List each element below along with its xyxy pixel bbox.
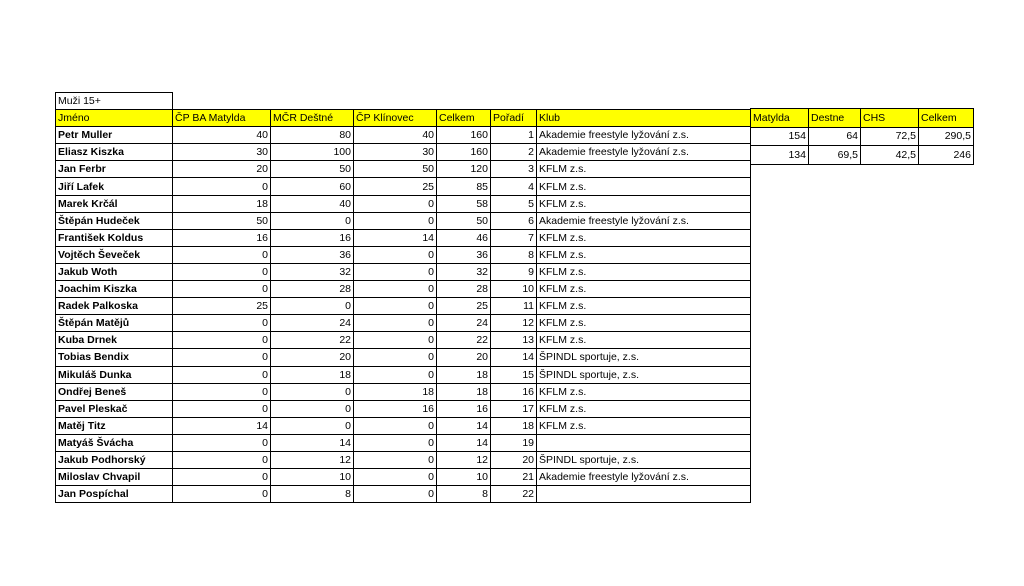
cell-klinovec[interactable]: 0 bbox=[354, 451, 437, 468]
cell-klinovec[interactable]: 0 bbox=[354, 332, 437, 349]
table-row bbox=[56, 246, 751, 263]
cell-klub[interactable]: ŠPINDL sportuje, z.s. bbox=[537, 366, 751, 383]
cell-poradi[interactable]: 9 bbox=[491, 263, 537, 280]
table-row bbox=[56, 127, 751, 144]
cell-matylda[interactable]: 0 bbox=[173, 366, 271, 383]
table-row bbox=[56, 281, 751, 298]
cell-poradi[interactable]: 12 bbox=[491, 315, 537, 332]
cell-celkem[interactable]: 160 bbox=[437, 144, 491, 161]
cell-matylda[interactable]: 0 bbox=[173, 486, 271, 503]
cell-matylda[interactable]: 0 bbox=[173, 469, 271, 486]
cell-klub[interactable]: KFLM z.s. bbox=[537, 161, 751, 178]
results-table bbox=[55, 92, 751, 503]
cell-celkem[interactable]: 22 bbox=[437, 332, 491, 349]
cell-klub[interactable] bbox=[537, 434, 751, 451]
cell-matylda[interactable]: 0 bbox=[173, 451, 271, 468]
summary-header-matylda[interactable]: Matylda bbox=[751, 109, 809, 128]
cell-poradi[interactable]: 13 bbox=[491, 332, 537, 349]
cell-poradi[interactable]: 14 bbox=[491, 349, 537, 366]
cell-matylda[interactable]: 50 bbox=[173, 212, 271, 229]
cell-matylda[interactable]: 25 bbox=[173, 298, 271, 315]
cell-klinovec[interactable]: 25 bbox=[354, 178, 437, 195]
cell-matylda[interactable]: 0 bbox=[173, 178, 271, 195]
summary-header-row bbox=[751, 109, 974, 128]
cell-klub[interactable]: Akademie freestyle lyžování z.s. bbox=[537, 127, 751, 144]
summary-cell[interactable]: 64 bbox=[809, 127, 861, 146]
cell-destne[interactable]: 0 bbox=[271, 417, 354, 434]
cell-klinovec[interactable]: 18 bbox=[354, 383, 437, 400]
table-row bbox=[56, 486, 751, 503]
table-row bbox=[56, 195, 751, 212]
cell-klinovec[interactable]: 0 bbox=[354, 486, 437, 503]
cell-poradi[interactable]: 16 bbox=[491, 383, 537, 400]
header-destne[interactable]: MČR Deštné bbox=[271, 110, 354, 127]
cell-destne[interactable]: 20 bbox=[271, 349, 354, 366]
cell-matylda[interactable]: 30 bbox=[173, 144, 271, 161]
cell-klub[interactable]: KFLM z.s. bbox=[537, 298, 751, 315]
cell-poradi[interactable]: 2 bbox=[491, 144, 537, 161]
cell-klub[interactable]: KFLM z.s. bbox=[537, 400, 751, 417]
cell-destne[interactable]: 0 bbox=[271, 383, 354, 400]
cell-destne[interactable]: 8 bbox=[271, 486, 354, 503]
cell-celkem[interactable]: 20 bbox=[437, 349, 491, 366]
summary-cell[interactable]: 72,5 bbox=[861, 127, 919, 146]
table-row bbox=[56, 315, 751, 332]
cell-matylda[interactable]: 14 bbox=[173, 417, 271, 434]
cell-poradi[interactable]: 20 bbox=[491, 451, 537, 468]
summary-cell[interactable]: 154 bbox=[751, 127, 809, 146]
table-row bbox=[56, 434, 751, 451]
cell-poradi[interactable]: 4 bbox=[491, 178, 537, 195]
cell-celkem[interactable]: 120 bbox=[437, 161, 491, 178]
cell-klinovec[interactable]: 0 bbox=[354, 281, 437, 298]
cell-celkem[interactable]: 36 bbox=[437, 246, 491, 263]
table-row bbox=[56, 263, 751, 280]
cell-klub[interactable]: KFLM z.s. bbox=[537, 281, 751, 298]
summary-cell[interactable]: 290,5 bbox=[919, 127, 974, 146]
table-row bbox=[56, 178, 751, 195]
cell-poradi[interactable]: 21 bbox=[491, 469, 537, 486]
cell-klub[interactable]: KFLM z.s. bbox=[537, 315, 751, 332]
table-row bbox=[56, 298, 751, 315]
cell-klub[interactable]: Akademie freestyle lyžování z.s. bbox=[537, 212, 751, 229]
cell-name[interactable]: Štěpán Matějů bbox=[56, 315, 173, 332]
cell-destne[interactable]: 0 bbox=[271, 212, 354, 229]
cell-destne[interactable]: 18 bbox=[271, 366, 354, 383]
cell-destne[interactable]: 22 bbox=[271, 332, 354, 349]
cell-destne[interactable]: 0 bbox=[271, 298, 354, 315]
cell-name[interactable]: Jakub Podhorský bbox=[56, 451, 173, 468]
cell-celkem[interactable]: 58 bbox=[437, 195, 491, 212]
cell-name[interactable]: Miloslav Chvapil bbox=[56, 469, 173, 486]
cell-klinovec[interactable]: 0 bbox=[354, 263, 437, 280]
cell-klinovec[interactable]: 30 bbox=[354, 144, 437, 161]
cell-klub[interactable] bbox=[537, 486, 751, 503]
cell-klinovec[interactable]: 14 bbox=[354, 229, 437, 246]
header-celkem[interactable]: Celkem bbox=[437, 110, 491, 127]
cell-destne[interactable]: 80 bbox=[271, 127, 354, 144]
cell-klinovec[interactable]: 0 bbox=[354, 315, 437, 332]
header-matylda[interactable]: ČP BA Matylda bbox=[173, 110, 271, 127]
header-poradi[interactable]: Pořadí bbox=[491, 110, 537, 127]
cell-name[interactable]: Petr Muller bbox=[56, 127, 173, 144]
cell-matylda[interactable]: 0 bbox=[173, 332, 271, 349]
cell-poradi[interactable]: 6 bbox=[491, 212, 537, 229]
cell-klinovec[interactable]: 0 bbox=[354, 349, 437, 366]
cell-name[interactable]: Joachim Kiszka bbox=[56, 281, 173, 298]
cell-name[interactable]: Vojtěch Ševeček bbox=[56, 246, 173, 263]
cell-name[interactable]: Štěpán Hudeček bbox=[56, 212, 173, 229]
cell-klinovec[interactable]: 50 bbox=[354, 161, 437, 178]
cell-poradi[interactable]: 3 bbox=[491, 161, 537, 178]
cell-name[interactable]: Eliasz Kiszka bbox=[56, 144, 173, 161]
cell-destne[interactable]: 16 bbox=[271, 229, 354, 246]
cell-name[interactable]: Jan Ferbr bbox=[56, 161, 173, 178]
table-row bbox=[56, 400, 751, 417]
cell-matylda[interactable]: 16 bbox=[173, 229, 271, 246]
header-jmeno[interactable]: Jméno bbox=[56, 110, 173, 127]
cell-klinovec[interactable]: 40 bbox=[354, 127, 437, 144]
category-row bbox=[56, 93, 751, 110]
summary-row bbox=[751, 127, 974, 146]
cell-klub[interactable]: KFLM z.s. bbox=[537, 417, 751, 434]
table-row bbox=[56, 469, 751, 486]
cell-matylda[interactable]: 0 bbox=[173, 246, 271, 263]
table-row bbox=[56, 451, 751, 468]
table-row bbox=[56, 229, 751, 246]
summary-row bbox=[751, 146, 974, 165]
cell-matylda[interactable]: 18 bbox=[173, 195, 271, 212]
cell-name[interactable]: František Koldus bbox=[56, 229, 173, 246]
cell-poradi[interactable]: 7 bbox=[491, 229, 537, 246]
summary-cell[interactable]: 42,5 bbox=[861, 146, 919, 165]
cell-destne[interactable]: 100 bbox=[271, 144, 354, 161]
cell-poradi[interactable]: 10 bbox=[491, 281, 537, 298]
cell-destne[interactable]: 0 bbox=[271, 400, 354, 417]
summary-header-destne[interactable]: Destne bbox=[809, 109, 861, 128]
cell-name[interactable]: Tobias Bendix bbox=[56, 349, 173, 366]
header-row bbox=[56, 110, 751, 127]
cell-klinovec[interactable]: 0 bbox=[354, 434, 437, 451]
cell-name[interactable]: Ondřej Beneš bbox=[56, 383, 173, 400]
cell-matylda[interactable]: 20 bbox=[173, 161, 271, 178]
cell-poradi[interactable]: 5 bbox=[491, 195, 537, 212]
cell-destne[interactable]: 12 bbox=[271, 451, 354, 468]
cell-klub[interactable]: KFLM z.s. bbox=[537, 383, 751, 400]
header-klub[interactable]: Klub bbox=[537, 110, 751, 127]
table-row bbox=[56, 332, 751, 349]
cell-name[interactable]: Mikuláš Dunka bbox=[56, 366, 173, 383]
cell-poradi[interactable]: 22 bbox=[491, 486, 537, 503]
cell-klub[interactable]: ŠPINDL sportuje, z.s. bbox=[537, 451, 751, 468]
cell-poradi[interactable]: 15 bbox=[491, 366, 537, 383]
cell-name[interactable]: Radek Palkoska bbox=[56, 298, 173, 315]
cell-destne[interactable]: 24 bbox=[271, 315, 354, 332]
table-row bbox=[56, 383, 751, 400]
cell-matylda[interactable]: 0 bbox=[173, 349, 271, 366]
cell-poradi[interactable]: 18 bbox=[491, 417, 537, 434]
cell-poradi[interactable]: 11 bbox=[491, 298, 537, 315]
cell-celkem[interactable]: 8 bbox=[437, 486, 491, 503]
cell-celkem[interactable]: 16 bbox=[437, 400, 491, 417]
cell-matylda[interactable]: 0 bbox=[173, 383, 271, 400]
cell-celkem[interactable]: 46 bbox=[437, 229, 491, 246]
cell-celkem[interactable]: 24 bbox=[437, 315, 491, 332]
cell-celkem[interactable]: 18 bbox=[437, 383, 491, 400]
cell-klub[interactable]: KFLM z.s. bbox=[537, 229, 751, 246]
cell-matylda[interactable]: 0 bbox=[173, 400, 271, 417]
cell-name[interactable]: Jakub Woth bbox=[56, 263, 173, 280]
cell-klub[interactable]: KFLM z.s. bbox=[537, 246, 751, 263]
cell-name[interactable]: Jiří Lafek bbox=[56, 178, 173, 195]
summary-cell[interactable]: 246 bbox=[919, 146, 974, 165]
cell-klub[interactable]: Akademie freestyle lyžování z.s. bbox=[537, 469, 751, 486]
cell-klub[interactable]: KFLM z.s. bbox=[537, 332, 751, 349]
cell-poradi[interactable]: 1 bbox=[491, 127, 537, 144]
cell-matylda[interactable]: 0 bbox=[173, 434, 271, 451]
cell-klub[interactable]: KFLM z.s. bbox=[537, 178, 751, 195]
cell-celkem[interactable]: 50 bbox=[437, 212, 491, 229]
header-klinovec[interactable]: ČP Klínovec bbox=[354, 110, 437, 127]
cell-celkem[interactable]: 32 bbox=[437, 263, 491, 280]
cell-name[interactable]: Marek Krčál bbox=[56, 195, 173, 212]
table-row bbox=[56, 161, 751, 178]
cell-name[interactable]: Jan Pospíchal bbox=[56, 486, 173, 503]
summary-cell[interactable]: 134 bbox=[751, 146, 809, 165]
cell-destne[interactable]: 28 bbox=[271, 281, 354, 298]
cell-celkem[interactable]: 18 bbox=[437, 366, 491, 383]
cell-poradi[interactable]: 17 bbox=[491, 400, 537, 417]
cell-celkem[interactable]: 28 bbox=[437, 281, 491, 298]
table-row bbox=[56, 349, 751, 366]
cell-celkem[interactable]: 85 bbox=[437, 178, 491, 195]
cell-destne[interactable]: 40 bbox=[271, 195, 354, 212]
cell-klinovec[interactable]: 0 bbox=[354, 366, 437, 383]
cell-matylda[interactable]: 0 bbox=[173, 281, 271, 298]
cell-klub[interactable]: KFLM z.s. bbox=[537, 263, 751, 280]
table-row bbox=[56, 144, 751, 161]
cell-klub[interactable]: Akademie freestyle lyžování z.s. bbox=[537, 144, 751, 161]
cell-destne[interactable]: 14 bbox=[271, 434, 354, 451]
table-row bbox=[56, 417, 751, 434]
cell-destne[interactable]: 50 bbox=[271, 161, 354, 178]
cell-klinovec[interactable]: 0 bbox=[354, 469, 437, 486]
summary-header-chs[interactable]: CHS bbox=[861, 109, 919, 128]
cell-celkem[interactable]: 14 bbox=[437, 417, 491, 434]
cell-poradi[interactable]: 8 bbox=[491, 246, 537, 263]
summary-cell[interactable]: 69,5 bbox=[809, 146, 861, 165]
cell-klinovec[interactable]: 16 bbox=[354, 400, 437, 417]
cell-klub[interactable]: ŠPINDL sportuje, z.s. bbox=[537, 349, 751, 366]
summary-table bbox=[750, 108, 974, 165]
cell-name[interactable]: Matyáš Švácha bbox=[56, 434, 173, 451]
cell-poradi[interactable]: 19 bbox=[491, 434, 537, 451]
cell-name[interactable]: Matěj Titz bbox=[56, 417, 173, 434]
cell-celkem[interactable]: 25 bbox=[437, 298, 491, 315]
cell-celkem[interactable]: 12 bbox=[437, 451, 491, 468]
cell-klub[interactable]: KFLM z.s. bbox=[537, 195, 751, 212]
cell-destne[interactable]: 36 bbox=[271, 246, 354, 263]
cell-klinovec[interactable]: 0 bbox=[354, 246, 437, 263]
category-title[interactable]: Muži 15+ bbox=[56, 93, 173, 110]
cell-name[interactable]: Kuba Drnek bbox=[56, 332, 173, 349]
cell-klinovec[interactable]: 0 bbox=[354, 212, 437, 229]
cell-celkem[interactable]: 160 bbox=[437, 127, 491, 144]
cell-celkem[interactable]: 10 bbox=[437, 469, 491, 486]
cell-matylda[interactable]: 0 bbox=[173, 263, 271, 280]
table-row bbox=[56, 366, 751, 383]
summary-header-celkem[interactable]: Celkem bbox=[919, 109, 974, 128]
cell-destne[interactable]: 10 bbox=[271, 469, 354, 486]
cell-matylda[interactable]: 40 bbox=[173, 127, 271, 144]
cell-klinovec[interactable]: 0 bbox=[354, 298, 437, 315]
cell-destne[interactable]: 32 bbox=[271, 263, 354, 280]
cell-klinovec[interactable]: 0 bbox=[354, 195, 437, 212]
cell-destne[interactable]: 60 bbox=[271, 178, 354, 195]
cell-matylda[interactable]: 0 bbox=[173, 315, 271, 332]
cell-name[interactable]: Pavel Pleskač bbox=[56, 400, 173, 417]
table-row bbox=[56, 212, 751, 229]
cell-klinovec[interactable]: 0 bbox=[354, 417, 437, 434]
cell-celkem[interactable]: 14 bbox=[437, 434, 491, 451]
